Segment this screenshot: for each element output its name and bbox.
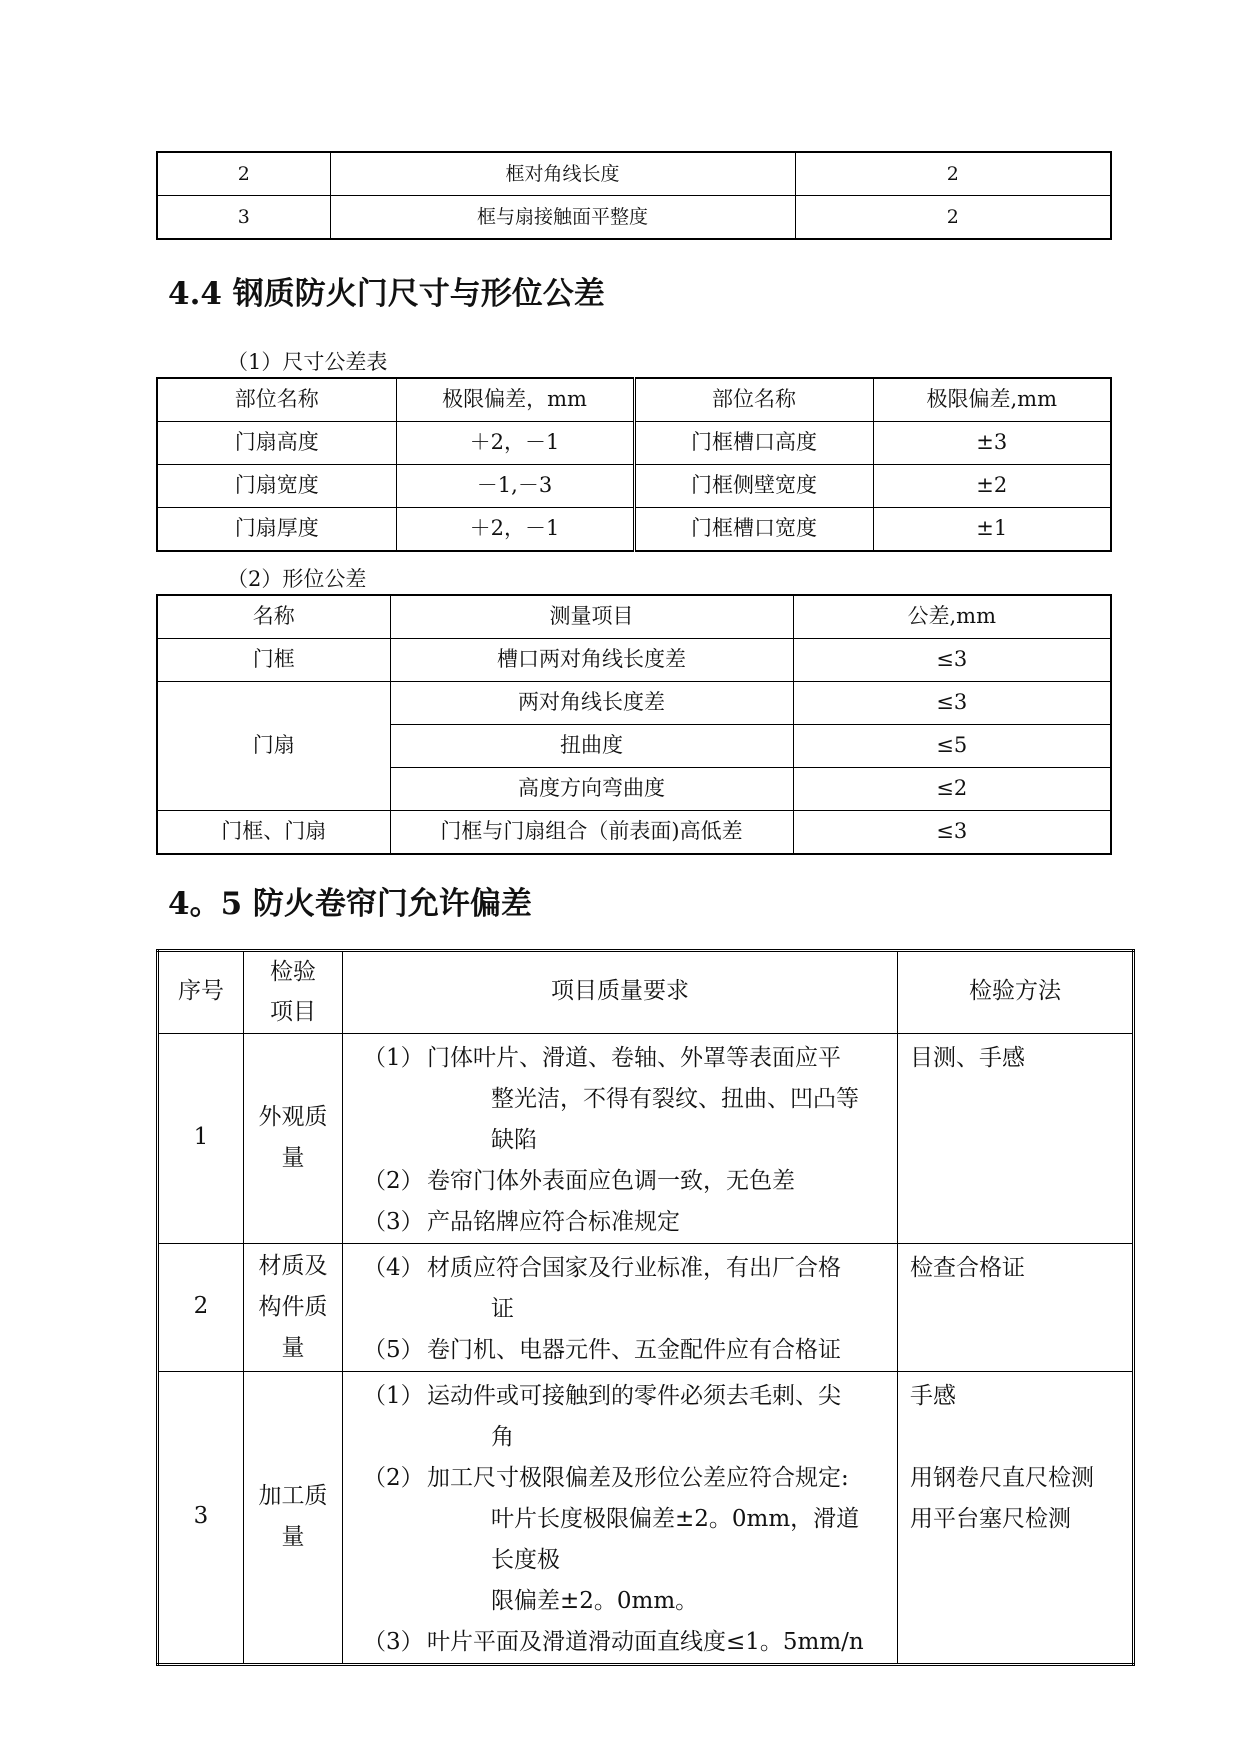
requirement-line bbox=[363, 1417, 881, 1458]
requirement-text: 产品铭牌应符合标准规定 bbox=[427, 1208, 680, 1235]
header-limit-deviation: 极限偏差，mm bbox=[396, 378, 634, 422]
inspection-item-line: 量 bbox=[281, 1334, 305, 1361]
requirement-number bbox=[363, 1079, 427, 1161]
inspection-item-line: 量 bbox=[281, 1524, 305, 1550]
requirement-number: （2） bbox=[363, 1464, 424, 1491]
inspection-item bbox=[244, 1371, 343, 1664]
requirement-text: 叶片平面及滑道滑动面直线度≤1。5mm/n bbox=[427, 1628, 864, 1655]
requirement-line bbox=[363, 1079, 881, 1161]
requirement-number: （3） bbox=[363, 1628, 424, 1655]
requirement-text: 卷帘门体外表面应色调一致，无色差 bbox=[427, 1167, 795, 1194]
inspection-item bbox=[244, 1243, 343, 1371]
header-limit-deviation: 极限偏差,mm bbox=[873, 378, 1111, 422]
limit-deviation: ＋2，－1 bbox=[396, 508, 634, 552]
header-inspection-method: 检验方法 bbox=[898, 951, 1134, 1034]
inspection-method bbox=[898, 1243, 1134, 1371]
component-name: 门框、门扇 bbox=[157, 811, 390, 855]
quality-requirement bbox=[343, 1243, 898, 1371]
part-name: 门框槽口高度 bbox=[634, 422, 873, 465]
header-name: 名称 bbox=[157, 595, 390, 639]
requirement-text: 证 bbox=[491, 1295, 514, 1322]
table-row bbox=[157, 682, 1111, 725]
requirement-text: 加工尺寸极限偏差及形位公差应符合规定: bbox=[427, 1464, 849, 1491]
requirement-text: 限偏差±2。0mm。 bbox=[491, 1587, 699, 1614]
measure-item: 扭曲度 bbox=[390, 725, 793, 768]
table-row bbox=[157, 196, 1111, 240]
requirement-text: 角 bbox=[491, 1423, 514, 1450]
inspection-item-line: 量 bbox=[281, 1145, 305, 1171]
tolerance-value: ≤2 bbox=[793, 768, 1111, 811]
inspection-method-line: 用钢卷尺直尺检测 bbox=[910, 1464, 1094, 1491]
table-header-row bbox=[158, 951, 1134, 1034]
requirement-line bbox=[363, 1330, 881, 1371]
form-position-tolerance-table bbox=[156, 594, 1112, 855]
requirement-text: 材质应符合国家及行业标准，有出厂合格 bbox=[427, 1254, 841, 1281]
inspection-method-line: 检查合格证 bbox=[910, 1254, 1025, 1281]
table-row bbox=[158, 1033, 1134, 1243]
inspection-item bbox=[244, 1033, 343, 1243]
requirement-line bbox=[363, 1038, 881, 1079]
inspection-item-line: 材质及 bbox=[258, 1252, 328, 1279]
limit-deviation: ±1 bbox=[873, 508, 1111, 552]
header-quality-requirement: 项目质量要求 bbox=[343, 951, 898, 1034]
requirement-text: 整光洁，不得有裂纹、扭曲、凹凸等缺陷 bbox=[491, 1085, 859, 1153]
tolerance-value: ≤3 bbox=[793, 682, 1111, 725]
requirement-text: 门体叶片、滑道、卷轴、外罩等表面应平 bbox=[427, 1044, 841, 1071]
table-row bbox=[158, 1243, 1134, 1371]
limit-deviation: ±3 bbox=[873, 422, 1111, 465]
requirement-line bbox=[363, 1202, 881, 1243]
measure-item: 槽口两对角线长度差 bbox=[390, 639, 793, 682]
quality-requirement bbox=[343, 1371, 898, 1664]
tolerance-value: ≤5 bbox=[793, 725, 1111, 768]
requirement-text: 运动件或可接触到的零件必须去毛刺、尖 bbox=[427, 1382, 841, 1409]
row-serial-no: 2 bbox=[158, 1243, 244, 1371]
inspection-method-line: 目测、手感 bbox=[910, 1044, 1025, 1071]
section-4-4-heading: 4.4 钢质防火门尺寸与形位公差 bbox=[168, 276, 605, 312]
requirement-number: （4） bbox=[363, 1254, 424, 1281]
table-row bbox=[157, 639, 1111, 682]
requirement-line bbox=[363, 1458, 881, 1499]
header-inspection-item-line1: 检验 bbox=[270, 959, 316, 985]
requirement-number: （3） bbox=[363, 1208, 424, 1235]
requirement-number: （1） bbox=[363, 1382, 424, 1409]
row-item: 框对角线长度 bbox=[330, 152, 795, 196]
requirement-number bbox=[363, 1289, 427, 1330]
table-row bbox=[157, 422, 1111, 465]
header-inspection-item-line2: 项目 bbox=[270, 999, 316, 1026]
part-name: 门框槽口宽度 bbox=[634, 508, 873, 552]
component-name: 门扇 bbox=[157, 682, 390, 811]
requirement-line bbox=[363, 1581, 881, 1622]
table-row bbox=[157, 465, 1111, 508]
requirement-line bbox=[363, 1289, 881, 1330]
row-number: 3 bbox=[157, 196, 330, 240]
row-item: 框与扇接触面平整度 bbox=[330, 196, 795, 240]
component-name: 门框 bbox=[157, 639, 390, 682]
table-header-row bbox=[157, 595, 1111, 639]
requirement-text: 叶片长度极限偏差±2。0mm，滑道长度极 bbox=[491, 1505, 860, 1573]
requirement-number: （5） bbox=[363, 1336, 424, 1363]
section-4-5-heading: 4。5 防火卷帘门允许偏差 bbox=[168, 886, 532, 922]
row-value: 2 bbox=[795, 152, 1111, 196]
table-header-row bbox=[157, 378, 1111, 422]
row-number: 2 bbox=[157, 152, 330, 196]
row-serial-no: 1 bbox=[158, 1033, 244, 1243]
quality-requirement bbox=[343, 1033, 898, 1243]
measure-item: 两对角线长度差 bbox=[390, 682, 793, 725]
row-value: 2 bbox=[795, 196, 1111, 240]
form-tolerance-caption: （2）形位公差 bbox=[227, 567, 367, 591]
header-part-name: 部位名称 bbox=[157, 378, 396, 422]
table-row bbox=[157, 811, 1111, 855]
inspection-method-line bbox=[910, 1417, 1120, 1458]
row-serial-no: 3 bbox=[158, 1371, 244, 1664]
header-tolerance: 公差,mm bbox=[793, 595, 1111, 639]
inspection-method bbox=[898, 1033, 1134, 1243]
requirement-line bbox=[363, 1248, 881, 1289]
table-row bbox=[158, 1371, 1134, 1664]
table-row bbox=[157, 152, 1111, 196]
requirement-number bbox=[363, 1581, 427, 1622]
requirement-number bbox=[363, 1417, 427, 1458]
requirement-text: 卷门机、电器元件、五金配件应有合格证 bbox=[427, 1336, 841, 1363]
requirement-line bbox=[363, 1622, 881, 1663]
measure-item: 门框与门扇组合（前表面)高低差 bbox=[390, 811, 793, 855]
dimension-table-caption: （1）尺寸公差表 bbox=[227, 350, 388, 374]
inspection-method bbox=[898, 1371, 1134, 1664]
inspection-item-line: 加工质 bbox=[258, 1483, 328, 1509]
table-row bbox=[157, 508, 1111, 552]
measure-item: 高度方向弯曲度 bbox=[390, 768, 793, 811]
header-serial-no: 序号 bbox=[158, 951, 244, 1034]
header-inspection-item bbox=[244, 951, 343, 1034]
frame-tolerance-table-continued bbox=[156, 151, 1112, 240]
dimension-tolerance-table bbox=[156, 377, 1112, 552]
header-part-name: 部位名称 bbox=[634, 378, 873, 422]
inspection-method-line: 用平台塞尺检测 bbox=[910, 1505, 1071, 1532]
tolerance-value: ≤3 bbox=[793, 811, 1111, 855]
requirement-line bbox=[363, 1161, 881, 1202]
requirement-line bbox=[363, 1499, 881, 1581]
part-name: 门扇厚度 bbox=[157, 508, 396, 552]
part-name: 门框侧壁宽度 bbox=[634, 465, 873, 508]
inspection-method-line: 手感 bbox=[910, 1382, 956, 1409]
requirement-number: （2） bbox=[363, 1167, 424, 1194]
tolerance-value: ≤3 bbox=[793, 639, 1111, 682]
limit-deviation: ±2 bbox=[873, 465, 1111, 508]
limit-deviation: ＋2，－1 bbox=[396, 422, 634, 465]
limit-deviation: －1,－3 bbox=[396, 465, 634, 508]
requirement-line bbox=[363, 1376, 881, 1417]
header-measure-item: 测量项目 bbox=[390, 595, 793, 639]
inspection-item-line: 构件质 bbox=[258, 1293, 328, 1320]
rolling-shutter-door-deviation-table bbox=[156, 949, 1135, 1666]
part-name: 门扇宽度 bbox=[157, 465, 396, 508]
requirement-number bbox=[363, 1499, 427, 1581]
inspection-item-line: 外观质 bbox=[258, 1104, 328, 1130]
requirement-number: （1） bbox=[363, 1044, 424, 1071]
part-name: 门扇高度 bbox=[157, 422, 396, 465]
